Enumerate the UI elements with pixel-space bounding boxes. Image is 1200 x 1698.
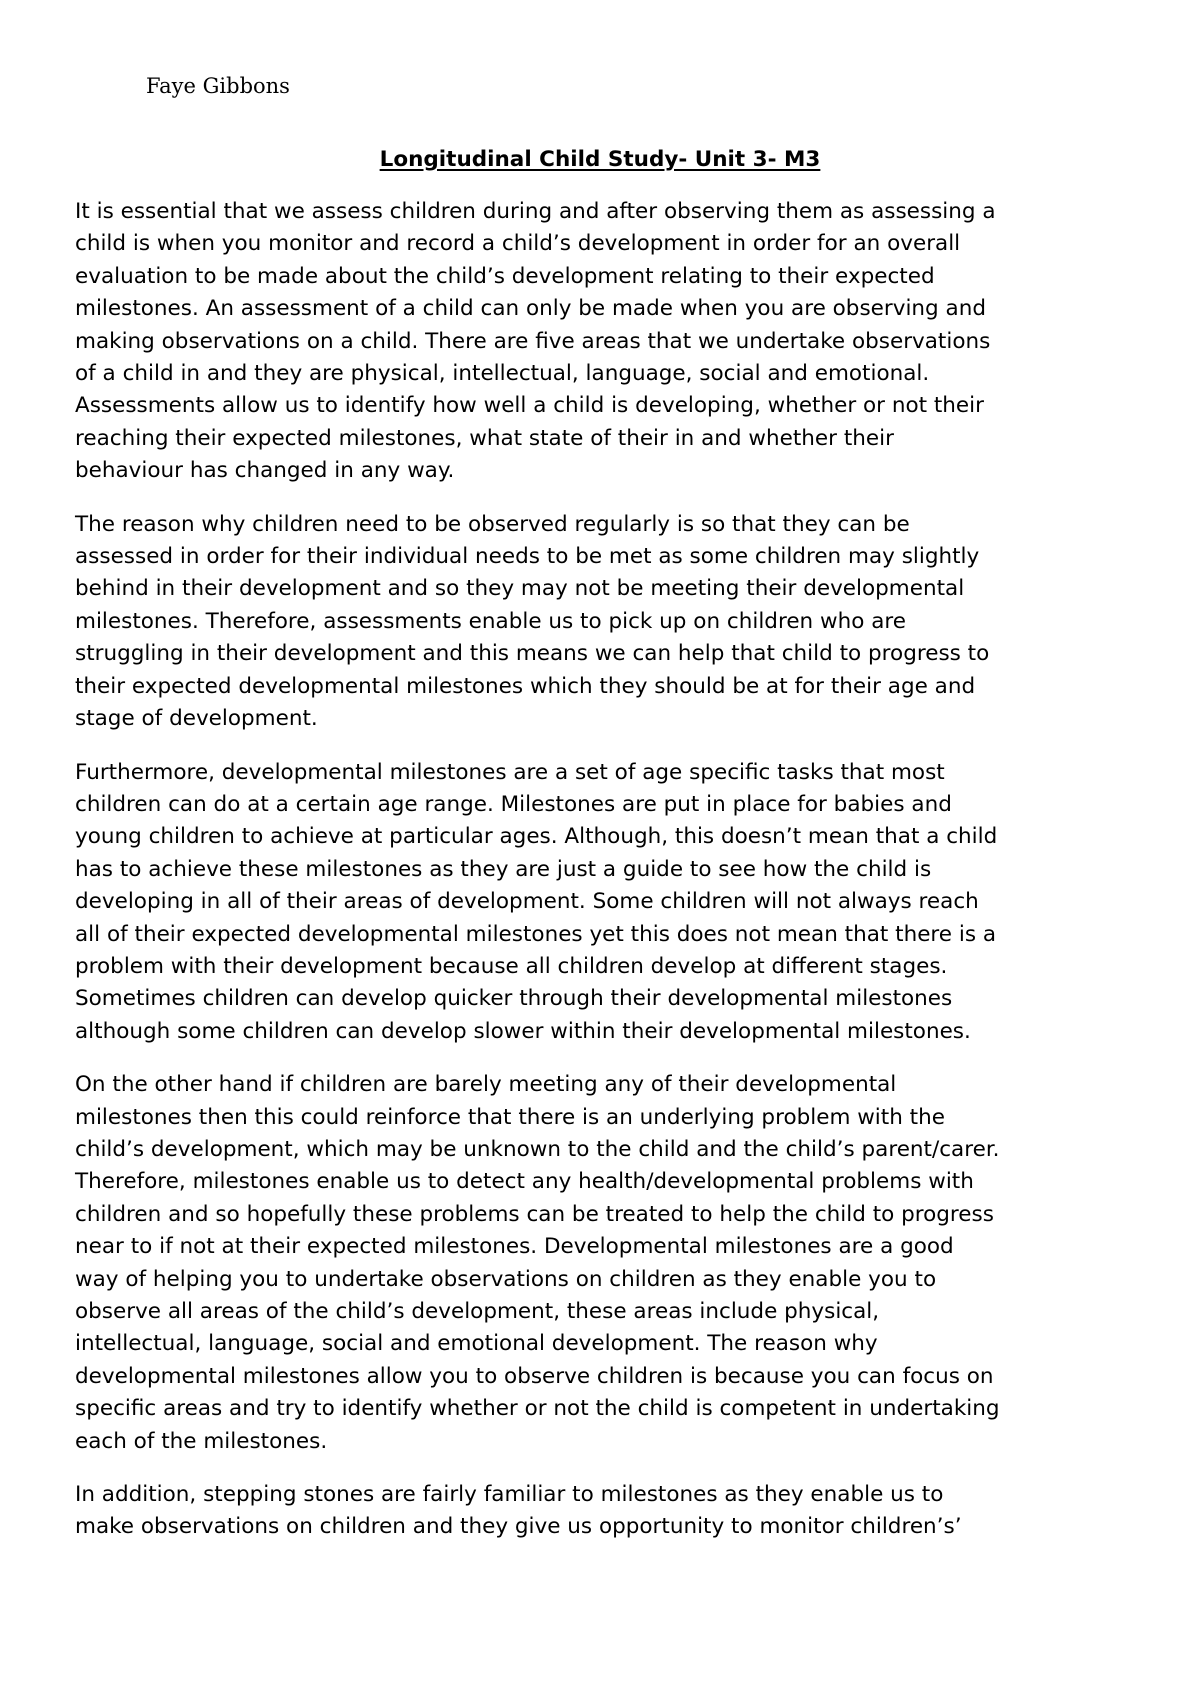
paragraph-line: On the other hand if children are barely meeting any of their developmental: [75, 1072, 897, 1098]
author-name: Faye Gibbons: [146, 74, 290, 98]
paragraph-line: milestones then this could reinforce that there is an underlying problem with the: [75, 1104, 945, 1130]
paragraph: [75, 757, 1155, 1049]
paragraph-line: observe all areas of the child’s development, these areas include physical,: [75, 1299, 880, 1324]
paragraph-line: child’s development, which may be unknown to the child and the child’s parent/carer.: [75, 1136, 1000, 1162]
paragraph: [75, 1069, 1155, 1458]
paragraph-line: although some children can develop slower within their developmental milestones.: [75, 1018, 971, 1044]
paragraph-line: developing in all of their areas of development. Some children will not always reach: [75, 889, 979, 915]
paragraph-line: their expected developmental milestones which they should be at for their age and: [75, 673, 976, 699]
paragraph-line: making observations on a child. There are five areas that we undertake observations: [75, 328, 991, 354]
paragraph-line: children and so hopefully these problems can be treated to help the child to progress: [75, 1201, 994, 1227]
paragraph-line: assessed in order for their individual needs to be met as some children may slightly: [75, 544, 980, 570]
paragraph-line: specific areas and try to identify whether or not the child is competent in undertaking: [75, 1396, 1000, 1422]
paragraph-line: intellectual, language, social and emotional development. The reason why: [75, 1331, 878, 1357]
paragraph: [75, 1479, 1155, 1544]
paragraph-line: evaluation to be made about the child’s development relating to their expected: [75, 263, 935, 289]
paragraph: [75, 509, 1155, 736]
paragraph-line: Sometimes children can develop quicker through their developmental milestones: [75, 986, 953, 1012]
paragraph-line: of a child in and they are physical, intellectual, language, social and emotional.: [75, 361, 930, 387]
paragraph-line: problem with their development because all children develop at different stages.: [75, 953, 948, 979]
paragraph-line: reaching their expected milestones, what state of their in and whether their: [75, 425, 894, 451]
paragraph-line: Furthermore, developmental milestones are a set of age specific tasks that most: [75, 759, 945, 785]
paragraph-line: Therefore, milestones enable us to detect any health/developmental problems with: [75, 1169, 974, 1195]
paragraph-line: milestones. An assessment of a child can only be made when you are observing and: [75, 296, 986, 322]
paragraph-line: behind in their development and so they may not be meeting their developmental: [75, 576, 965, 602]
paragraph-line: way of helping you to undertake observations on children as they enable you to: [75, 1266, 937, 1292]
paragraph-line: all of their expected developmental milestones yet this does not mean that there is a: [75, 921, 997, 947]
paragraph-line: behaviour has changed in any way.: [75, 458, 455, 484]
paragraph-line: child is when you monitor and record a child’s development in order for an overall: [75, 231, 961, 257]
paragraph-line: In addition, stepping stones are fairly familiar to milestones as they enable us to: [75, 1482, 944, 1508]
paragraph-line: young children to achieve at particular ages. Although, this doesn’t mean that a child: [75, 824, 998, 850]
paragraph-line: struggling in their development and this means we can help that child to progress to: [75, 641, 990, 667]
paragraph-line: children can do at a certain age range. Milestones are put in place for babies and: [75, 791, 952, 817]
document-body: [75, 196, 1155, 1565]
paragraph-line: make observations on children and they give us opportunity to monitor children’s’: [75, 1514, 962, 1540]
paragraph-line: each of the milestones.: [75, 1428, 328, 1454]
paragraph-line: It is essential that we assess children during and after observing them as assessing a: [75, 199, 996, 224]
paragraph-line: milestones. Therefore, assessments enable us to pick up on children who are: [75, 608, 906, 634]
paragraph-line: The reason why children need to be observed regularly is so that they can be: [75, 511, 910, 537]
paragraph: [75, 196, 1155, 488]
paragraph-line: has to achieve these milestones as they are just a guide to see how the child is: [75, 856, 932, 882]
paragraph-line: near to if not at their expected milestones. Developmental milestones are a good: [75, 1234, 954, 1260]
document-title: Longitudinal Child Study- Unit 3- M3: [379, 147, 821, 172]
paragraph-line: stage of development.: [75, 706, 318, 732]
paragraph-line: Assessments allow us to identify how well a child is developing, whether or not their: [75, 393, 984, 419]
paragraph-line: developmental milestones allow you to observe children is because you can focus on: [75, 1363, 994, 1389]
